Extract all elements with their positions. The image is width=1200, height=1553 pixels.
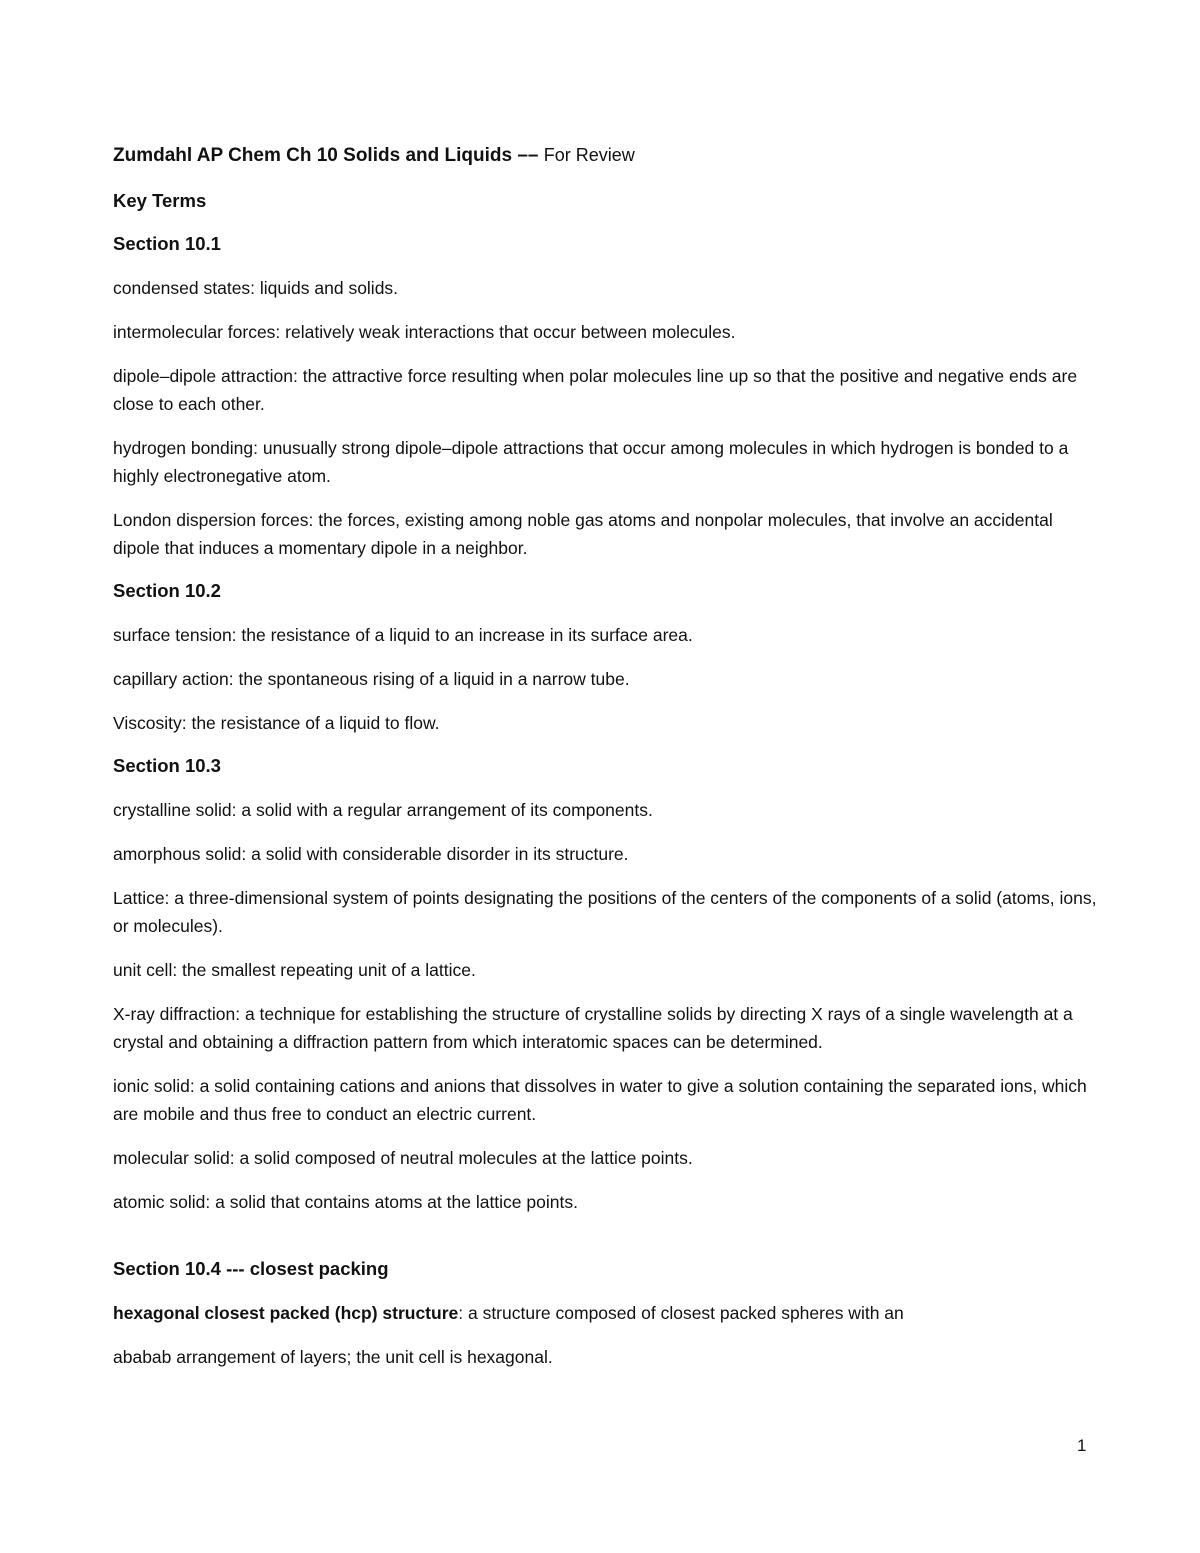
term-entry: intermolecular forces: relatively weak interactions that occur between molecules. xyxy=(113,322,736,342)
hcp-entry xyxy=(113,1299,1098,1327)
term-entry: London dispersion forces: the forces, existing among noble gas atoms and nonpolar molecules, that involve an accidental dipole that induces a momentary dipole in a neighbor. xyxy=(113,510,1053,558)
page-number: 1 xyxy=(1077,1436,1087,1455)
term-entry: molecular solid: a solid composed of neutral molecules at the lattice points. xyxy=(113,1148,693,1168)
term-entry: X-ray diffraction: a technique for establishing the structure of crystalline solids by directing X rays of a single wavelength at a crystal and obtaining a diffraction pattern from which interatomic spaces can be determined. xyxy=(113,1004,1073,1052)
title-suffix: For Review xyxy=(543,145,635,165)
term-entry: Viscosity: the resistance of a liquid to flow. xyxy=(113,713,440,733)
section-heading: Section 10.4 --- closest packing xyxy=(113,1258,389,1279)
key-terms-heading: Key Terms xyxy=(113,190,207,211)
term-entry: surface tension: the resistance of a liquid to an increase in its surface area. xyxy=(113,625,693,645)
hcp-continuation: ababab arrangement of layers; the unit cell is hexagonal. xyxy=(113,1347,553,1367)
term-entry: Lattice: a three-dimensional system of points designating the positions of the centers of the components of a solid (atoms, ions, or molecules). xyxy=(113,888,1097,936)
hcp-definition: : a structure composed of closest packed spheres with an xyxy=(458,1303,904,1323)
section-heading: Section 10.1 xyxy=(113,233,221,254)
document-page xyxy=(113,142,1098,1387)
term-entry: amorphous solid: a solid with considerable disorder in its structure. xyxy=(113,844,629,864)
section-heading: Section 10.2 xyxy=(113,580,221,601)
hcp-term: hexagonal closest packed (hcp) structure xyxy=(113,1303,459,1323)
term-entry: dipole–dipole attraction: the attractive force resulting when polar molecules line up so that the positive and negative ends are close to each other. xyxy=(113,366,1078,414)
term-entry: crystalline solid: a solid with a regular arrangement of its components. xyxy=(113,800,653,820)
term-entry: condensed states: liquids and solids. xyxy=(113,278,399,298)
term-entry: ionic solid: a solid containing cations and anions that dissolves in water to give a solution containing the separated ions, which are mobile and thus free to conduct an electric current. xyxy=(113,1076,1087,1124)
term-entry: hydrogen bonding: unusually strong dipole–dipole attractions that occur among molecules in which hydrogen is bonded to a highly electronegative atom. xyxy=(113,438,1069,486)
term-entry: capillary action: the spontaneous rising of a liquid in a narrow tube. xyxy=(113,669,630,689)
term-entry: atomic solid: a solid that contains atoms at the lattice points. xyxy=(113,1192,578,1212)
title-text: Zumdahl AP Chem Ch 10 Solids and Liquids –– xyxy=(113,145,539,166)
section-heading: Section 10.3 xyxy=(113,755,221,776)
document-title xyxy=(113,142,1098,169)
term-entry: unit cell: the smallest repeating unit of a lattice. xyxy=(113,960,476,980)
